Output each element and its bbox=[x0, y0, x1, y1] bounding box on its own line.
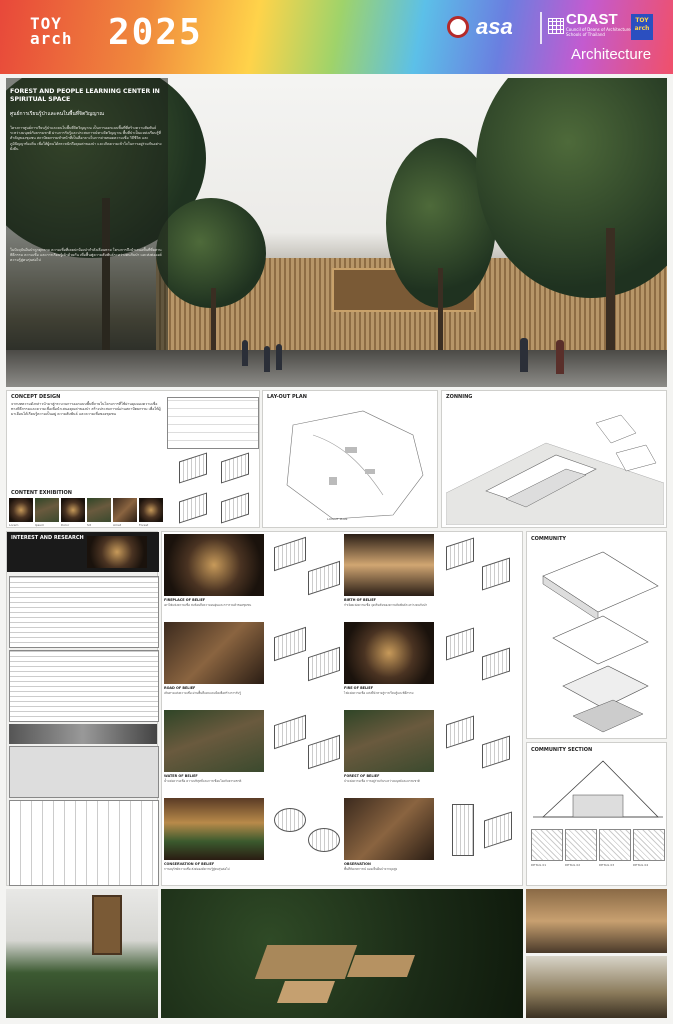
exhibit-diagram bbox=[446, 537, 474, 570]
year-title: 2025 bbox=[108, 12, 203, 53]
exhibition-thumbnail bbox=[61, 498, 85, 522]
exhibit-render bbox=[344, 710, 434, 772]
concept-title: CONCEPT DESIGN bbox=[11, 394, 61, 400]
content-exhibition-title: CONTENT EXHIBITION bbox=[11, 490, 72, 496]
exhibit-diagram bbox=[452, 804, 474, 856]
section-detail bbox=[531, 829, 563, 861]
exhibit-render bbox=[164, 534, 264, 596]
exhibit-diagram bbox=[308, 828, 340, 852]
exhibit-title: WATER OF BELIEF bbox=[164, 774, 198, 778]
tower-render bbox=[6, 889, 158, 1018]
layout-plan-panel bbox=[262, 390, 438, 528]
person-figure bbox=[276, 344, 282, 370]
exhibit-render bbox=[164, 798, 264, 860]
exhibit-render bbox=[344, 622, 434, 684]
person-figure bbox=[520, 338, 528, 372]
asa-logo: asa bbox=[476, 14, 513, 39]
cdast-grid-icon bbox=[548, 18, 564, 34]
exhibit-caption: ไฟแห่งความเชื่อ แสงที่นำทางสู่การเรียนรู้และพิธีกรรม bbox=[344, 691, 414, 695]
exhibit-diagram bbox=[482, 735, 510, 768]
exhibit-diagram bbox=[482, 647, 510, 680]
section-drawing bbox=[533, 755, 663, 825]
exhibit-caption: ป่าแห่งความเชื่อ การอยู่ร่วมกันระหว่างมนุษย์และธรรมชาติ bbox=[344, 779, 420, 783]
zoning-panel bbox=[441, 390, 667, 528]
logo-line-1: TOY bbox=[30, 14, 62, 33]
concept-isometric bbox=[221, 452, 249, 483]
detail-label: DETAIL 01 bbox=[531, 863, 547, 867]
exhibit-render bbox=[344, 534, 434, 596]
exhibit-caption: กำเนิดแห่งความเชื่อ จุดเริ่มต้นของความสัมพันธ์ระหว่างคนกับป่า bbox=[344, 603, 428, 607]
cdast-subtitle-2: Schools of Thailand bbox=[566, 32, 605, 37]
exhibit-diagram bbox=[274, 808, 306, 832]
concept-design-panel bbox=[6, 390, 260, 528]
exhibit-diagram bbox=[446, 627, 474, 660]
thumb-label: Ipsum bbox=[35, 523, 45, 527]
aerial-roof bbox=[255, 945, 357, 979]
exhibit-title: ROAD OF BELIEF bbox=[164, 686, 196, 690]
exhibit-title: FOREST OF BELIEF bbox=[344, 774, 380, 778]
research-sheet bbox=[9, 576, 159, 648]
cdast-logo bbox=[540, 12, 634, 44]
exhibition-thumbnail bbox=[35, 498, 59, 522]
ground-path bbox=[6, 350, 667, 387]
research-sheet bbox=[9, 650, 159, 722]
research-map bbox=[9, 746, 159, 798]
community-panel bbox=[526, 531, 667, 739]
layout-plan-title: LAY-OUT PLAN bbox=[267, 394, 307, 400]
thumb-label: Dolor bbox=[61, 523, 70, 527]
exhibit-diagram bbox=[484, 811, 512, 848]
section-detail bbox=[565, 829, 597, 861]
exhibit-diagram bbox=[274, 537, 306, 571]
project-title: FOREST AND PEOPLE LEARNING CENTER IN SPIRITUAL SPACE bbox=[10, 88, 160, 103]
project-description-2: ในปัจจุบันผืนป่าถูกคุกคาม ความเชื่อที่เคยปกป้องป่ากำลังเลือนหาย โครงการจึงนำเสนอพื้นที่ที่ผสานพิธีกรรม ความเชื่อ และการเรียนรู้เข้าด้วยกัน เพื่อฟื้นฟูความสัมพันธ์ระหว่างคนกับป่า และส่งต่อองค์ความรู้สู่คนรุ่นต่อไป bbox=[10, 248, 162, 263]
zoning-title: ZONNING bbox=[446, 394, 473, 400]
person-figure bbox=[264, 346, 270, 372]
interior-render-2 bbox=[526, 956, 667, 1018]
community-section-title: COMMUNITY SECTION bbox=[531, 747, 593, 753]
aerial-render bbox=[161, 889, 523, 1018]
detail-label: DETAIL 04 bbox=[633, 863, 649, 867]
person-figure bbox=[242, 340, 248, 366]
research-sheet bbox=[9, 800, 159, 886]
person-figure bbox=[556, 340, 564, 374]
thumb-label: Sit bbox=[87, 523, 91, 527]
concept-isometric bbox=[179, 492, 207, 523]
exhibit-diagram bbox=[308, 561, 340, 595]
exhibit-title: BIRTH OF BELIEF bbox=[344, 598, 376, 602]
exhibit-title: FIREPLACE OF BELIEF bbox=[164, 598, 206, 602]
exhibit-render bbox=[344, 798, 434, 860]
exhibit-diagram bbox=[308, 735, 340, 769]
concept-flow-diagram bbox=[167, 397, 259, 449]
exhibit-render bbox=[164, 710, 264, 772]
detail-label: DETAIL 02 bbox=[565, 863, 581, 867]
exhibition-thumbnail bbox=[87, 498, 111, 522]
exhibition-thumbnail bbox=[9, 498, 33, 522]
badge-line-1: TOY bbox=[635, 17, 649, 24]
exhibit-caption: เส้นทางแห่งความเชื่อ ผ่านพื้นที่แคบและมืดเพื่อสร้างการรับรู้ bbox=[164, 691, 241, 695]
community-exploded-axonometric bbox=[533, 546, 663, 736]
section-detail bbox=[599, 829, 631, 861]
site-plan-drawing bbox=[273, 405, 429, 523]
exhibit-diagram bbox=[308, 647, 340, 681]
exhibit-diagram bbox=[482, 557, 510, 590]
zoning-axonometric bbox=[446, 403, 664, 525]
aerial-roof bbox=[347, 955, 415, 977]
concept-isometric bbox=[221, 492, 249, 523]
exhibition-thumbnail bbox=[139, 498, 163, 522]
project-description-1: โครงการศูนย์การเรียนรู้ป่าและคนในพื้นที่จิตวิญญาณ เป็นการออกแบบพื้นที่ที่สร้างความสัมพันธ์ระหว่างมนุษย์กับธรรมชาติ ผ่านการรับรู้และประสบการณ์ทางจิตวิญญาณ พื้นที่ป่าเป็นแหล่งเรียนรู้ที่สำคัญของชุมชน สถาปัตยกรรมทำหน้าที่เป็นสื่อกลางในการถ่ายทอดความเชื่อ วิถีชีวิต และภูมิปัญญาท้องถิ่น เพื่อให้ผู้คนได้ตระหนักถึงคุณค่าของป่า และเกิดความเข้าใจในการอยู่ร่วมกันอย่างยั่งยืน bbox=[10, 126, 162, 151]
category-label: Architecture bbox=[571, 46, 652, 63]
exhibit-title: FIRE OF BELIEF bbox=[344, 686, 374, 690]
toyarch-badge bbox=[631, 14, 653, 40]
hero-text-overlay bbox=[6, 78, 168, 350]
exhibit-caption: เตาไฟแห่งความเชื่อ สะท้อนถึงความอบอุ่นและการรวมตัวของชุมชน bbox=[164, 603, 252, 607]
header-banner bbox=[0, 0, 673, 74]
exhibit-title: OBSERVATION bbox=[344, 862, 371, 866]
thumb-label: Forest bbox=[139, 523, 149, 527]
layout-plan-note: LAYOUT PLAN bbox=[327, 517, 348, 521]
tree-trunk bbox=[211, 288, 216, 358]
toyarch-logo bbox=[30, 16, 73, 46]
tree-trunk bbox=[606, 228, 615, 358]
exhibit-caption: พื้นที่สังเกตการณ์ มองเห็นผืนป่าจากมุมสูง bbox=[344, 867, 398, 871]
exhibit-diagram bbox=[274, 627, 306, 661]
concept-isometric bbox=[179, 452, 207, 483]
cdast-title: CDAST bbox=[566, 11, 618, 28]
exhibit-caption: น้ำแห่งความเชื่อ ความบริสุทธิ์และการเชื่อมโยงกับธรรมชาติ bbox=[164, 779, 242, 783]
section-detail bbox=[633, 829, 665, 861]
interior-render-1 bbox=[526, 889, 667, 953]
concept-body: จากบทความดังกล่าวนำมาสู่กระบวนการออกแบบพื้นที่ภายในโครงการที่ใช้ผ่านมุมมองความเชื่อทางพิธีกรรมและความเชื่อเพื่อนำเสนอคุณค่าของป่า สร้างประสบการณ์ผ่านสถาปัตยกรรม เพื่อให้ผู้มาเยือนได้เรียนรู้ความเป็นอยู่ ความสัมพันธ์ และความเชื่อของชุมชน bbox=[11, 402, 161, 416]
exhibit-diagram bbox=[274, 715, 306, 749]
research-photo-strip bbox=[9, 724, 157, 744]
research-photo bbox=[87, 536, 147, 568]
community-section-panel bbox=[526, 742, 667, 886]
aerial-roof bbox=[277, 981, 335, 1003]
observation-tower bbox=[92, 895, 122, 955]
project-subtitle: ศูนย์การเรียนรู้ป่าและคนในพื้นที่จิตวิญญาณ bbox=[10, 111, 105, 117]
exhibit-render bbox=[164, 622, 264, 684]
interest-title: INTEREST AND RESEARCH bbox=[7, 532, 159, 572]
university-seal-icon bbox=[447, 16, 469, 38]
cdast-subtitle-1: Council of Deans of Architecture bbox=[566, 27, 631, 32]
tree-trunk bbox=[438, 268, 443, 358]
thumb-label: Amet bbox=[113, 523, 121, 527]
logo-line-2: arch bbox=[30, 29, 73, 48]
detail-label: DETAIL 03 bbox=[599, 863, 615, 867]
badge-line-2: arch bbox=[634, 25, 650, 32]
exhibit-caption: การอนุรักษ์ความเชื่อ ส่งต่อองค์ความรู้สู่คนรุ่นต่อไป bbox=[164, 867, 230, 871]
hero-rendering bbox=[6, 78, 667, 387]
interest-research-panel bbox=[6, 531, 158, 886]
thumb-label: Lorem bbox=[9, 523, 19, 527]
exhibit-diagram bbox=[446, 715, 474, 748]
community-title: COMMUNITY bbox=[531, 536, 567, 542]
exhibits-panel bbox=[161, 531, 523, 886]
exhibit-title: CONSERVATION OF BELIEF bbox=[164, 862, 215, 866]
exhibition-thumbnail bbox=[113, 498, 137, 522]
